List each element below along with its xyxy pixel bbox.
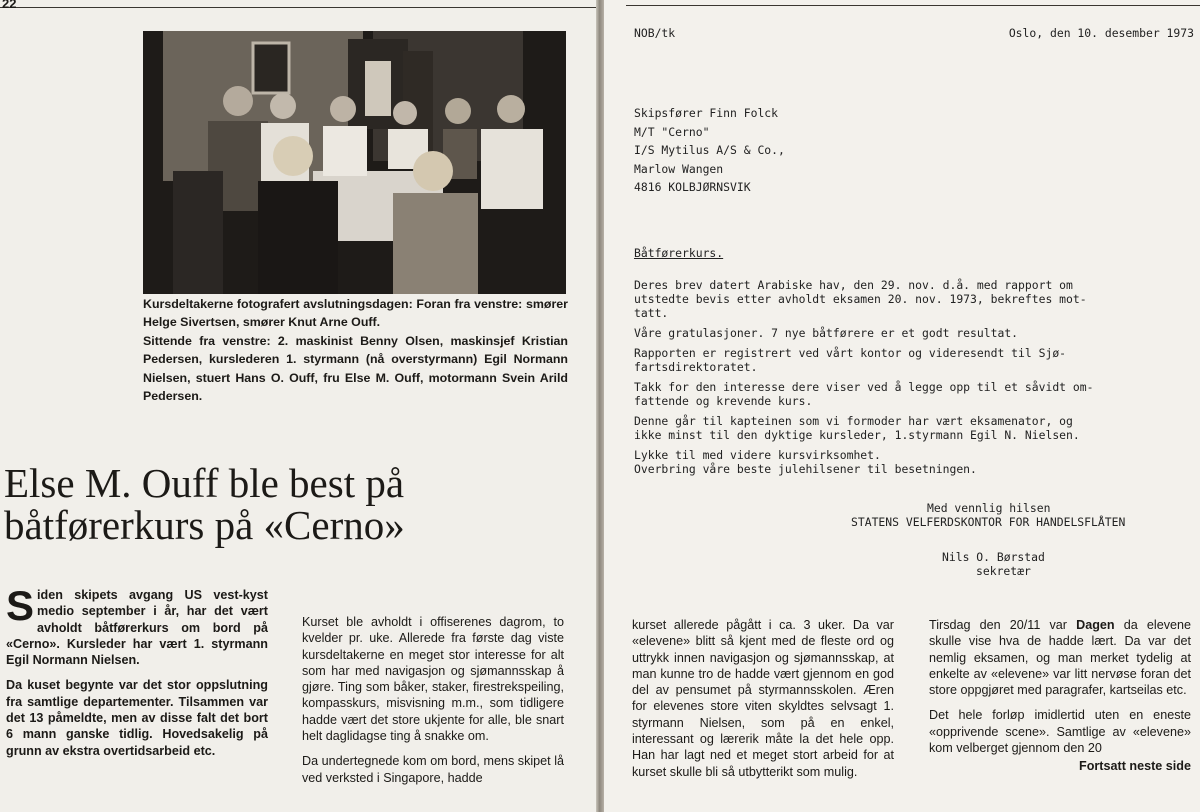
letter-line: Overbring våre beste julehilsener til besetningen.	[634, 462, 977, 476]
letter-address	[634, 104, 785, 197]
body-paragraph	[929, 617, 1191, 698]
body-paragraph: Kurset ble avholdt i offiserenes dagrom, to kvelder pr. uke. Allerede fra første dag viste kursdeltakerne en meget stor interesse for alt som har med navigasjon og sjømannsskap å gjøre. Ting som båker, staker, firestrekspeiling, kompasskurs, misvisning m.m., som tidligere hadde vært det store ukjente for alle, ble snart helt daglidagse ting å snakke om.	[302, 615, 564, 744]
address-line: I/S Mytilus A/S & Co.,	[634, 143, 785, 157]
text-run: Tirsdag den 20/11 var	[929, 618, 1077, 632]
letter-line: Rapporten er registrert ved vårt kontor og videresendt til Sjø-	[634, 346, 1067, 360]
article-column-1	[6, 582, 268, 768]
address-line: 4816 KOLBJØRNSVIK	[634, 180, 751, 194]
lead-paragraph	[6, 582, 268, 668]
emphasis-text: Dagen	[1076, 618, 1115, 632]
letter-paragraph	[634, 380, 1194, 408]
caption-line-seated: Sittende fra venstre: 2. maskinist Benny Olsen, maskinsjef Kristian Pedersen, kurslederen 1. styrmann (nå overstyrmann) Egil Normann Nielsen, stuert Hans O. Ouff, fru Else M. Ouff, motormann Svein Arild Pedersen.	[143, 333, 568, 404]
photo-caption	[143, 295, 568, 405]
letter-line: Våre gratulasjoner. 7 nye båtførere er et godt resultat.	[634, 326, 1019, 340]
article-column-4	[929, 617, 1191, 775]
top-rule	[0, 7, 596, 8]
signer-title: sekretær	[976, 564, 1031, 578]
right-page	[604, 0, 1200, 812]
letter-line: fartsdirektoratet.	[634, 360, 758, 374]
body-paragraph: Da kuset begynte var det stor oppslutning fra samtlige departementer. Tilsammen var det 13 påmeldte, men av disse falt det bort 6 mann ganske tidlig. Hovedsakelig på grunn av ekstra overtidsarbeid etc.	[6, 678, 268, 758]
letter-body	[634, 278, 1194, 476]
article-column-2	[302, 614, 564, 795]
body-paragraph: kurset allerede pågått i ca. 3 uker. Da var «elevene» blitt så kjent med de fleste ord og uttrykk innen navigasjon og sjømannsskap, at man kunne tro de hadde vært gjennom en god del av pensumet på styrmannsskolen. Æren for elevenes store viten skyldtes selvsagt 1. styrmann Nielsen, som på en enkel, interessant og lærerik måte la det hele opp. Han har lagt ned et meget stort arbeid for at kurset skulle bli så utbytterikt som mulig.	[632, 618, 894, 779]
letter-paragraph	[634, 414, 1194, 442]
body-paragraph: Det hele forløp imidlertid uten en eneste «opprivende scene». Samtlige av «elevene» kom velberget gjennom den 20	[929, 708, 1191, 756]
letter-line: Lykke til med videre kursvirksomhet.	[634, 448, 881, 462]
letter-line: Takk for den interesse dere viser ved å legge opp til et såvidt om-	[634, 380, 1094, 394]
letter-line: ikke minst til den dyktige kursleder, 1.styrmann Egil N. Nielsen.	[634, 428, 1080, 442]
letter-paragraph	[634, 278, 1194, 320]
left-page	[0, 0, 596, 812]
address-line: Marlow Wangen	[634, 161, 724, 176]
page-number: 22	[2, 0, 17, 11]
top-rule	[626, 5, 1200, 6]
letter-subject: Båtførerkurs.	[634, 246, 724, 260]
letter-line: utstedte bevis etter avholdt eksamen 20. nov. 1973, bekreftes mot-	[634, 292, 1087, 306]
address-line: Skipsfører Finn Folck	[634, 106, 779, 120]
letter-paragraph	[634, 326, 1194, 340]
address-line: M/T "Cerno"	[634, 124, 710, 139]
article-headline: Else M. Ouff ble best på båtførerkurs på «Cerno»	[4, 460, 405, 548]
lead-paragraph-text: iden skipets avgang US vest-kyst medio september i år, har det vært avholdt båtførerkurs om bord på «Cerno». Kursleder har vært 1. styrmann Egil Normann Nielsen.	[6, 588, 268, 668]
group-photo-image	[143, 31, 566, 294]
letter-date: Oslo, den 10. desember 1973	[1008, 26, 1194, 40]
article-column-3	[632, 617, 894, 789]
letter-line: Denne går til kapteinen som vi formoder har vært eksamenator, og	[634, 414, 1073, 428]
letter-paragraph	[634, 346, 1194, 374]
letter-organization: STATENS VELFERDSKONTOR FOR HANDELSFLÅTEN	[851, 515, 1126, 529]
drop-cap: S	[6, 582, 35, 629]
letter-reference: NOB/tk	[634, 26, 676, 40]
caption-line-front: Kursdeltakerne fotografert avslutningsdagen: Foran fra venstre: smører Helge Sivertsen, smører Knut Arne Ouff.	[143, 297, 568, 330]
letter-line: fattende og krevende kurs.	[634, 394, 813, 408]
book-gutter	[596, 0, 604, 812]
letter-closing: Med vennlig hilsen	[927, 501, 1051, 515]
group-photo	[143, 31, 566, 294]
continued-notice: Fortsatt neste side	[1079, 759, 1191, 774]
letter-line: Deres brev datert Arabiske hav, den 29. nov. d.å. med rapport om	[634, 278, 1073, 292]
body-paragraph: Da undertegnede kom om bord, mens skipet lå ved verksted i Singapore, hadde	[302, 754, 564, 785]
letter-paragraph	[634, 448, 1194, 476]
signer-name: Nils O. Børstad	[942, 550, 1045, 564]
text-run: da elevene skulle vise hva de hadde lært. Da var det nemlig eksamen, og man merket tydelig at enkelte av «elevene» var litt nervøse foran det store oppgjøret med paragrafer, kartseilas etc.	[929, 618, 1192, 698]
letter-line: tatt.	[634, 306, 669, 320]
